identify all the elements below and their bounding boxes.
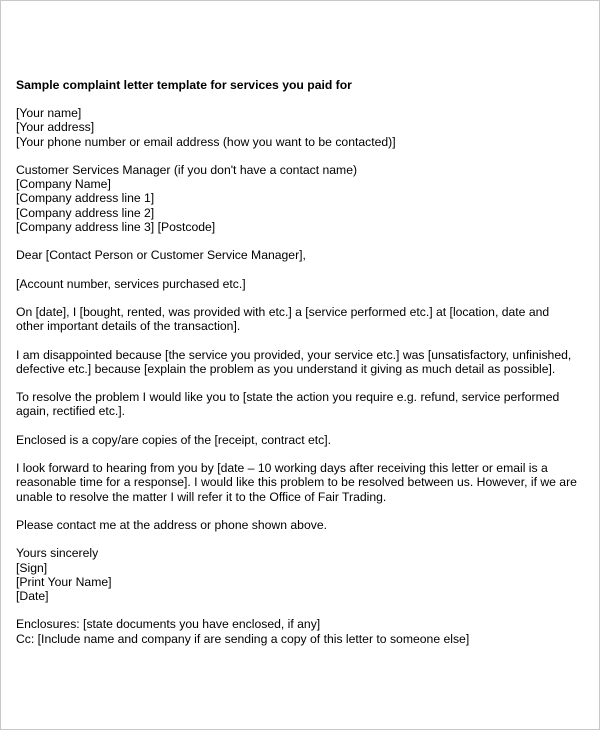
salutation-text: Dear [Contact Person or Customer Service Manager], (16, 248, 306, 263)
closing-date: [Date] (16, 588, 49, 603)
sender-name: [Your name] (16, 106, 82, 121)
enclosures-block (16, 617, 591, 645)
enclosures-line: Enclosures: [state documents you have enclosed, if any] (16, 617, 321, 632)
closing-block (16, 546, 591, 603)
closing-sign: [Sign] (16, 560, 48, 575)
recipient-address-line-3: [Company address line 3] [Postcode] (16, 219, 216, 234)
recipient-address-line-1: [Company address line 1] (16, 191, 155, 206)
sender-contact: [Your phone number or email address (how you want to be contacted)] (16, 134, 396, 149)
salutation (16, 248, 591, 262)
paragraph-line: Enclosed is a copy/are copies of the [receipt, contract etc]. (16, 432, 332, 447)
paragraph-line: To resolve the problem I would like you to [state the action you require e.g. refund, service performed (16, 390, 560, 405)
paragraph-line: On [date], I [bought, rented, was provided with etc.] a [service performed etc.] at [location, date and (16, 304, 550, 319)
paragraph-problem (16, 348, 591, 376)
letter-title: Sample complaint letter template for services you paid for (16, 78, 352, 92)
recipient-address-line-2: [Company address line 2] (16, 205, 155, 220)
paragraph-line: defective etc.] because [explain the problem as you understand it giving as much detail as possible]. (16, 361, 556, 376)
paragraph-line: again, rectified etc.]. (16, 404, 126, 419)
paragraph-enclosed (16, 433, 591, 447)
account-text: [Account number, services purchased etc.] (16, 276, 246, 291)
account-reference (16, 277, 591, 291)
paragraph-line: I look forward to hearing from you by [date – 10 working days after receiving this letter or email is a (16, 461, 548, 476)
sender-address: [Your address] (16, 120, 95, 135)
recipient-block (16, 163, 591, 234)
paragraph-deadline (16, 461, 591, 504)
paragraph-line: reasonable time for a response]. I would like this problem to be resolved between us. However, if we are (16, 475, 577, 490)
letter-body (16, 78, 591, 660)
closing-sincerely: Yours sincerely (16, 546, 99, 561)
sender-block (16, 106, 591, 149)
paragraph-resolution (16, 390, 591, 418)
paragraph-line: Please contact me at the address or phone shown above. (16, 517, 327, 532)
cc-line: Cc: [Include name and company if are sending a copy of this letter to someone else] (16, 631, 470, 646)
paragraph-purchase-details (16, 305, 591, 333)
recipient-title: Customer Services Manager (if you don't have a contact name) (16, 163, 358, 177)
recipient-company: [Company Name] (16, 177, 111, 192)
paragraph-line: unable to resolve the matter I will refer it to the Office of Fair Trading. (16, 489, 387, 504)
paragraph-line: I am disappointed because [the service you provided, your service etc.] was [unsatisfactory, unfinished, (16, 347, 572, 362)
paragraph-contact (16, 518, 591, 532)
paragraph-line: other important details of the transaction]. (16, 319, 241, 334)
closing-print-name: [Print Your Name] (16, 574, 112, 589)
